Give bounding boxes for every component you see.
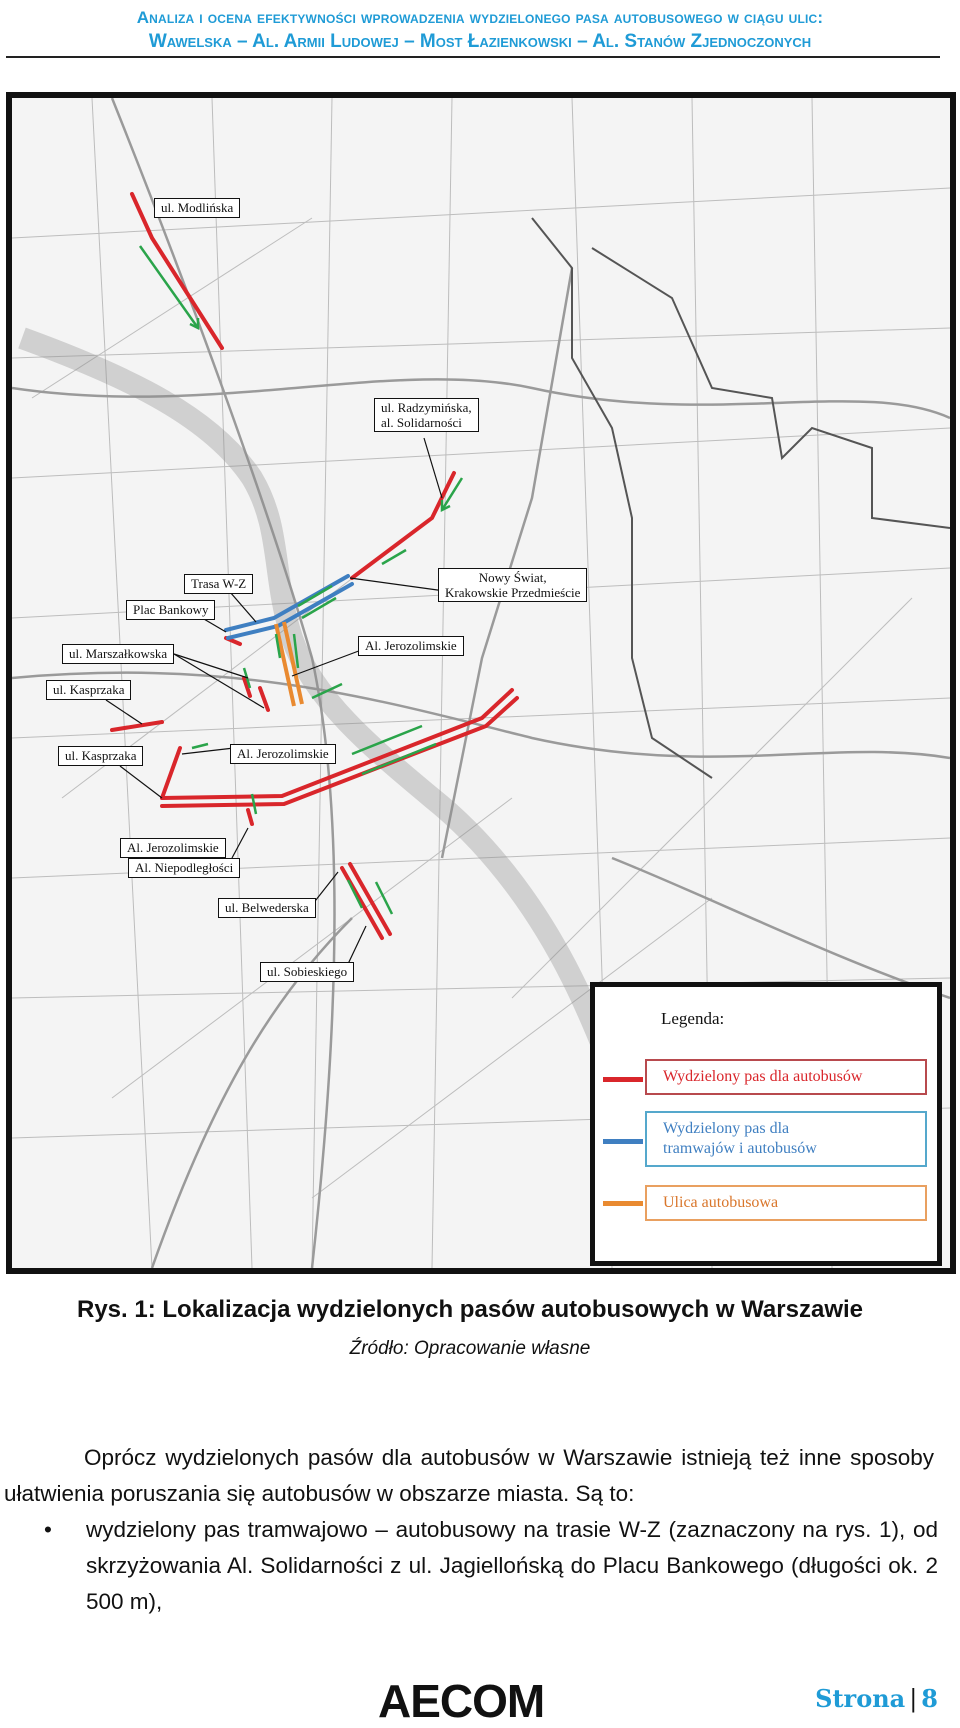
legend-bus-street-swatch	[603, 1201, 643, 1206]
document-header	[8, 6, 952, 54]
legend-tram-bus-line2: tramwajów i autobusów	[663, 1140, 817, 1157]
page-separator: |	[909, 1685, 918, 1713]
company-logo: AECOM	[378, 1675, 545, 1727]
map-label-jerozolimskie-2: Al. Jerozolimskie	[230, 744, 336, 764]
map-label-niepodleglosci: Al. Niepodległości	[128, 858, 240, 878]
map-label-radzyminska-line2: al. Solidarności	[381, 415, 462, 430]
bullet-text: wydzielony pas tramwajowo – autobusowy na trasie W-Z (zaznaczony na rys. 1), od skrzyżowania Al. Solidarności z ul. Jagiellońską do Placu Bankowego (długości ok. 2 500 m),	[86, 1517, 938, 1614]
figure-caption: Rys. 1: Lokalizacja wydzielonych pasów autobusowych w Warszawie	[77, 1296, 863, 1323]
map-label-nowy-swiat-line2: Krakowskie Przedmieście	[445, 585, 581, 600]
legend-bus-lane-swatch	[603, 1077, 643, 1082]
body-paragraph-text: Oprócz wydzielonych pasów dla autobusów w Warszawie istnieją też inne sposoby ułatwienia poruszania się autobusów w obszarze miasta. Są to:	[4, 1445, 934, 1506]
legend-tram-bus-lane-swatch	[603, 1139, 643, 1144]
map-label-modlinska: ul. Modlińska	[154, 198, 240, 218]
legend-tram-bus-line1: Wydzielony pas dla	[663, 1120, 790, 1137]
figure-source: Źródło: Opracowanie własne	[349, 1338, 591, 1359]
map-label-nowy-swiat	[438, 568, 587, 602]
map-label-radzyminska-line1: ul. Radzymińska,	[381, 400, 472, 415]
map-label-marszalkowska: ul. Marszałkowska	[62, 644, 174, 664]
page-label: Strona	[815, 1684, 906, 1713]
map-label-nowy-swiat-line1: Nowy Świat,	[478, 570, 547, 585]
legend-item-bus-lane: Wydzielony pas dla autobusów	[645, 1059, 927, 1095]
header-divider	[6, 56, 940, 58]
map-label-sobieskiego: ul. Sobieskiego	[260, 962, 354, 982]
map-legend	[590, 982, 942, 1266]
map-label-belwederska: ul. Belwederska	[218, 898, 316, 918]
map-label-jerozolimskie-1: Al. Jerozolimskie	[358, 636, 464, 656]
header-line-2: Wawelska – Al. Armii Ludowej – Most Łazienkowski – Al. Stanów Zjednoczonych	[148, 31, 812, 52]
map-figure	[6, 92, 956, 1274]
map-label-jerozolimskie-3: Al. Jerozolimskie	[120, 838, 226, 858]
body-paragraph	[4, 1440, 934, 1512]
bullet-dot-icon: •	[44, 1517, 52, 1542]
legend-item-tram-bus-lane	[645, 1111, 927, 1167]
page-number: 8	[921, 1684, 938, 1713]
legend-item-bus-street: Ulica autobusowa	[645, 1185, 927, 1221]
page-number-block	[815, 1684, 938, 1713]
header-line-1: Analiza i ocena efektywności wprowadzenia wydzielonego pasa autobusowego w ciągu ulic:	[136, 8, 824, 27]
map-label-kasprzaka-2: ul. Kasprzaka	[58, 746, 143, 766]
map-label-plac-bankowy: Plac Bankowy	[126, 600, 215, 620]
map-label-kasprzaka-1: ul. Kasprzaka	[46, 680, 131, 700]
map-label-radzyminska	[374, 398, 479, 432]
map-label-trasa-wz: Trasa W-Z	[184, 574, 253, 594]
legend-title: Legenda:	[661, 1009, 725, 1028]
